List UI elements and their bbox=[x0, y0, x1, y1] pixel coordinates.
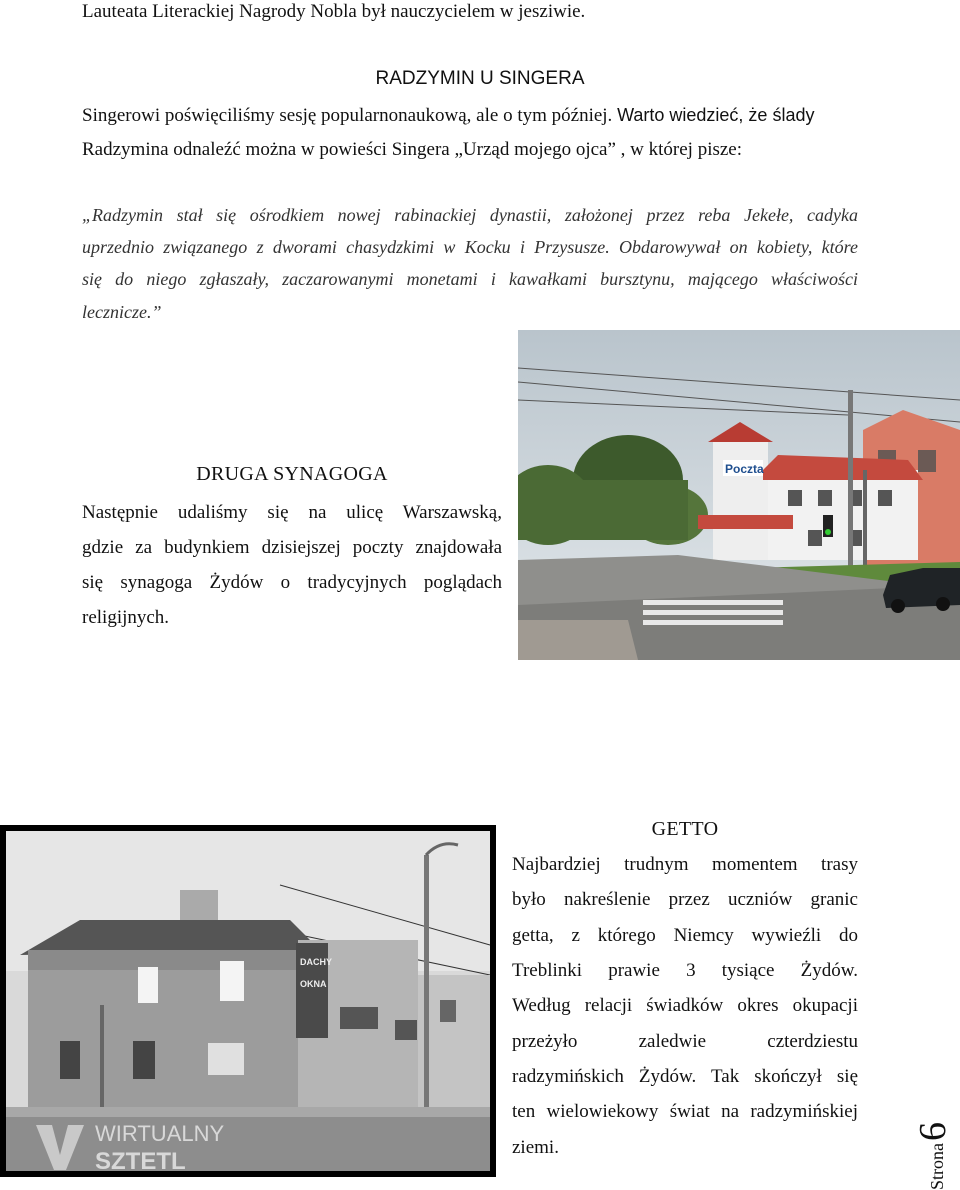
section-title-synagogue: DRUGA SYNAGOGA bbox=[196, 463, 388, 485]
ghetto-line: Według relacji świadków okres okupacji bbox=[512, 995, 858, 1016]
post-office-sign: Poczta bbox=[725, 462, 764, 476]
synagogue-line: się synagoga Żydów o tradycyjnych poglądach bbox=[82, 572, 502, 593]
synagogue-line: Następnie udaliśmy się na ulicę Warszawską, bbox=[82, 502, 502, 523]
page-number bbox=[912, 1098, 952, 1190]
photo-watermark-1: WIRTUALNY bbox=[95, 1121, 225, 1146]
quote-line: się do niego zgłaszały, zaczarowanymi monetami i kawałkami bursztynu, mającego właściwości bbox=[82, 269, 858, 289]
ghetto-line: getta, z którego Niemcy wywieźli do bbox=[512, 925, 858, 946]
page-label: Strona bbox=[927, 1143, 947, 1190]
ghetto-line: Najbardziej trudnym momentem trasy bbox=[512, 854, 858, 875]
section-title-singer: RADZYMIN U SINGERA bbox=[375, 68, 585, 89]
ghetto-photo bbox=[0, 825, 496, 1177]
synagogue-line: gdzie za budynkiem dzisiejszej poczty znajdowała bbox=[82, 537, 502, 558]
intro-line: Lauteata Literackiej Nagrody Nobla był nauczycielem w jesziwie. bbox=[82, 1, 586, 22]
ghetto-line: było nakreślenie przez uczniów granic bbox=[512, 889, 858, 910]
synagogue-line: religijnych. bbox=[82, 607, 170, 628]
post-office-photo bbox=[518, 330, 960, 660]
singer-line-1b: Warto wiedzieć, że ślady bbox=[617, 105, 815, 125]
ghetto-line: Treblinki prawie 3 tysiące Żydów. bbox=[512, 960, 858, 981]
ghetto-line: ten wielowiekowy świat na radzymińskiej bbox=[512, 1101, 858, 1122]
ghetto-line: radzymińskich Żydów. Tak skończył się bbox=[512, 1066, 858, 1087]
photo-watermark-2: SZTETL bbox=[95, 1148, 186, 1175]
ghetto-line: przeżyło zaledwie czterdziestu bbox=[512, 1031, 858, 1052]
quote-line: uprzednio związanego z dworami chasydzkimi w Kocku i Przysusze. Obdarowywał on kobiety, które bbox=[82, 237, 858, 257]
quote-line: lecznicze.” bbox=[82, 302, 162, 322]
ghetto-sign-2: OKNA bbox=[300, 979, 327, 989]
section-title-ghetto: GETTO bbox=[651, 818, 719, 840]
ghetto-line: ziemi. bbox=[512, 1137, 559, 1158]
ghetto-sign-1: DACHY bbox=[300, 957, 333, 967]
quote-line: „Radzymin stał się ośrodkiem nowej rabinackiej dynastii, założonej przez reba Jekełe, cadyka bbox=[82, 205, 858, 225]
singer-paragraph-line-2: Radzymina odnaleźć można w powieści Singera „Urząd mojego ojca” , w której pisze: bbox=[82, 139, 743, 160]
singer-line-1a: Singerowi poświęciliśmy sesję popularnonaukową, ale o tym później. bbox=[82, 105, 613, 126]
page-number-value: 6 bbox=[912, 1122, 954, 1141]
singer-paragraph-line-1 bbox=[82, 103, 814, 128]
